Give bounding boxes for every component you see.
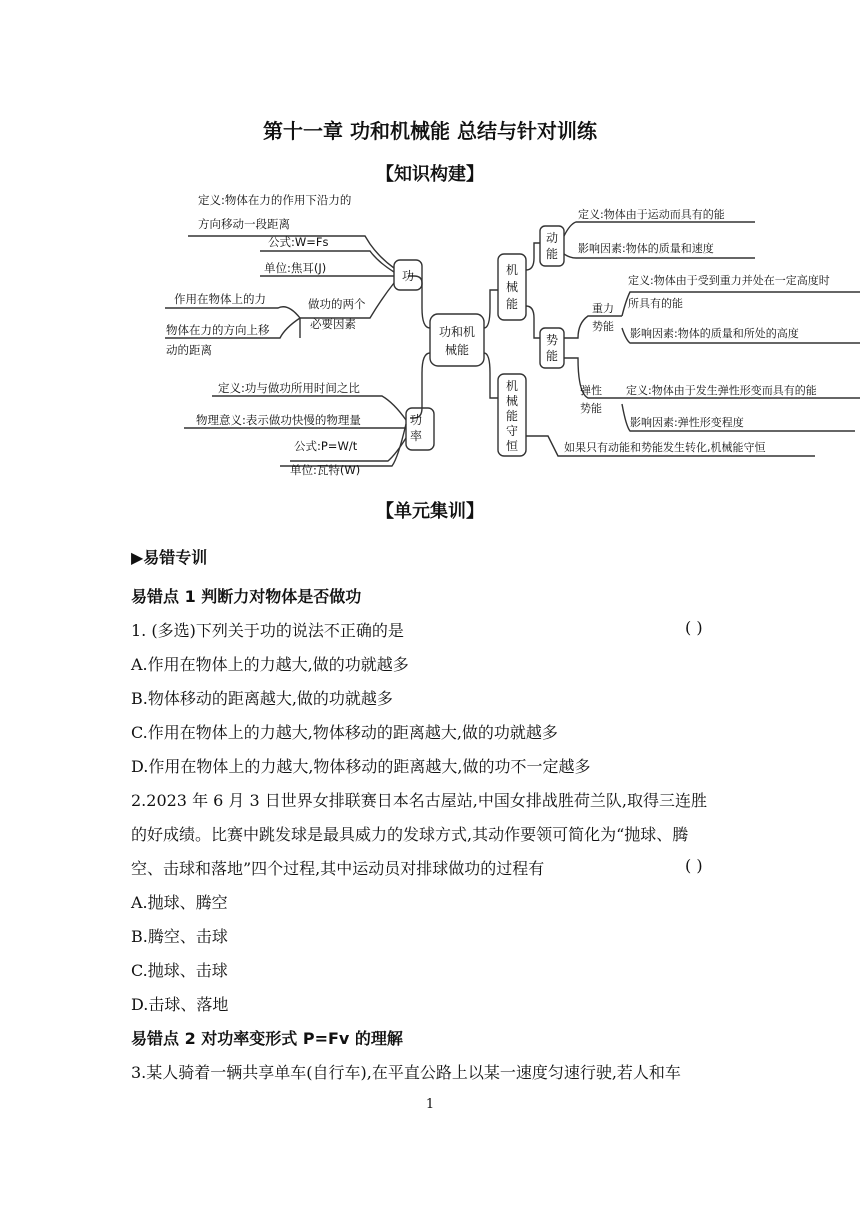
elastic-node-line1: 弹性: [580, 384, 602, 397]
q2-option-c: C.抛球、击球: [131, 961, 228, 980]
work-factor-distance-line2: 动的距离: [166, 343, 212, 357]
conservation-node-char2: 械: [505, 394, 519, 408]
power-formula: 公式:P=W/t: [294, 439, 358, 453]
work-factor-distance-line1: 物体在力的方向上移: [166, 323, 270, 337]
gravity-def-line2: 所具有的能: [628, 297, 683, 310]
work-unit: 单位:焦耳(J): [264, 261, 327, 275]
section-knowledge-heading: 【知识构建】: [376, 164, 484, 185]
q2-option-b: B.腾空、击球: [131, 927, 228, 946]
question-1: 1. (多选)下列关于功的说法不正确的是: [131, 621, 404, 640]
gravity-def-line1: 定义:物体由于受到重力并处在一定高度时: [628, 274, 830, 287]
q1-option-b: B.物体移动的距离越大,做的功就越多: [131, 689, 393, 708]
work-formula: 公式:W=Fs: [268, 235, 329, 249]
kinetic-factor: 影响因素:物体的质量和速度: [578, 242, 714, 255]
page-number: 1: [425, 1097, 435, 1112]
power-unit: 单位:瓦特(W): [290, 463, 361, 477]
work-factor-title-line2: 必要因素: [310, 317, 356, 331]
conservation-node-char1: 机: [505, 379, 519, 393]
question-2-line1: 2.2023 年 6 月 3 日世界女排联赛日本名古屋站,中国女排战胜荷兰队,取得三连胜: [131, 791, 707, 810]
power-def: 定义:功与做功所用时间之比: [218, 381, 360, 395]
q1-option-d: D.作用在物体上的力越大,物体移动的距离越大,做的功不一定越多: [131, 757, 591, 776]
potential-node-char1: 势: [545, 333, 559, 347]
elastic-def: 定义:物体由于发生弹性形变而具有的能: [626, 384, 817, 397]
mech-node-char1: 机: [505, 263, 519, 277]
kinetic-def: 定义:物体由于运动而具有的能: [578, 208, 725, 221]
q2-option-d: D.击球、落地: [131, 995, 229, 1014]
kinetic-node-char2: 能: [545, 247, 559, 261]
answer-blank-2: ( ): [685, 856, 703, 875]
elastic-node-line2: 势能: [580, 402, 602, 415]
question-2-line3: 空、击球和落地”四个过程,其中运动员对排球做功的过程有: [131, 859, 545, 878]
conservation-text: 如果只有动能和势能发生转化,机械能守恒: [564, 441, 766, 454]
question-2-line2: 的好成绩。比赛中跳发球是最具威力的发球方式,其动作要领可简化为“抛球、腾: [131, 825, 689, 844]
work-node-label: 功: [401, 269, 415, 283]
mistakes-heading: ▶易错专训: [131, 548, 208, 567]
center-node-line2: 械能: [444, 343, 470, 357]
gravity-factor: 影响因素:物体的质量和所处的高度: [630, 327, 799, 340]
conservation-node-char5: 恒: [505, 439, 519, 453]
kinetic-node-char1: 动: [545, 231, 559, 245]
knowledge-mind-map: [160, 188, 860, 477]
mech-node-char2: 械: [505, 280, 519, 294]
work-factor-title-line1: 做功的两个: [308, 297, 366, 311]
elastic-factor: 影响因素:弹性形变程度: [630, 416, 744, 429]
work-def-line1: 定义:物体在力的作用下沿力的: [198, 193, 352, 207]
answer-blank-1: ( ): [685, 618, 703, 637]
mech-node-char3: 能: [505, 297, 519, 311]
power-meaning: 物理意义:表示做功快慢的物理量: [196, 413, 361, 427]
work-factor-force: 作用在物体上的力: [174, 292, 266, 306]
power-node-line2: 率: [409, 429, 423, 443]
page-title: 第十一章 功和机械能 总结与针对训练: [263, 119, 597, 143]
point2-heading: 易错点 2 对功率变形式 P=Fv 的理解: [131, 1029, 403, 1048]
question-3-line1: 3.某人骑着一辆共享单车(自行车),在平直公路上以某一速度匀速行驶,若人和车: [131, 1063, 681, 1082]
gravity-node-line2: 势能: [592, 320, 614, 333]
q1-option-c: C.作用在物体上的力越大,物体移动的距离越大,做的功就越多: [131, 723, 558, 742]
work-def-line2: 方向移动一段距离: [198, 217, 290, 231]
q2-option-a: A.抛球、腾空: [131, 893, 228, 912]
center-node-box: [430, 314, 484, 366]
potential-node-char2: 能: [545, 349, 559, 363]
point1-heading: 易错点 1 判断力对物体是否做功: [131, 587, 362, 606]
gravity-node-line1: 重力: [592, 302, 614, 315]
conservation-node-char3: 能: [505, 409, 519, 423]
power-node-line1: 功: [409, 413, 423, 427]
section-unit-heading: 【单元集训】: [376, 501, 484, 522]
center-node-line1: 功和机: [438, 325, 476, 339]
q1-option-a: A.作用在物体上的力越大,做的功就越多: [131, 655, 409, 674]
conservation-node-char4: 守: [505, 424, 519, 438]
